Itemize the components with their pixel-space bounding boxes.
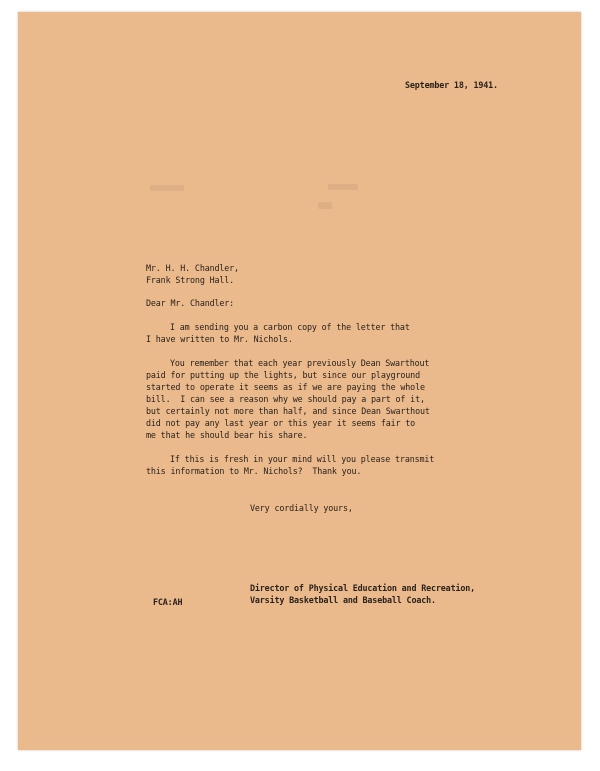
paragraph-3-line: this information to Mr. Nichols? Thank you. xyxy=(146,466,362,476)
salutation: Dear Mr. Chandler: xyxy=(146,298,235,308)
paragraph-2-line: started to operate it seems as if we are paying the whole xyxy=(146,382,425,392)
paragraph-2-line: me that he should bear his share. xyxy=(146,430,308,440)
signature-title-line: Varsity Basketball and Baseball Coach. xyxy=(250,595,436,605)
paragraph-2-line: bill. I can see a reason why we should pay a part of it, xyxy=(146,394,425,404)
complimentary-close: Very cordially yours, xyxy=(250,503,353,513)
typist-initials: FCA:AH xyxy=(153,597,183,607)
paragraph-2-line: paid for putting up the lights, but since our playground xyxy=(146,370,420,380)
paragraph-2-line: You remember that each year previously Dean Swarthout xyxy=(170,358,430,368)
paper-smudge xyxy=(150,185,184,191)
paper-smudge xyxy=(328,184,358,190)
letter-page xyxy=(18,12,581,750)
letter-date: September 18, 1941. xyxy=(405,80,498,90)
paragraph-3-line: If this is fresh in your mind will you please transmit xyxy=(170,454,435,464)
recipient-address: Frank Strong Hall. xyxy=(146,275,235,285)
paragraph-2-line: but certainly not more than half, and since Dean Swarthout xyxy=(146,406,430,416)
paragraph-1-line: I have written to Mr. Nichols. xyxy=(146,334,293,344)
signature-title-line: Director of Physical Education and Recreation, xyxy=(250,583,476,593)
recipient-name: Mr. H. H. Chandler, xyxy=(146,263,239,273)
paragraph-2-line: did not pay any last year or this year it seems fair to xyxy=(146,418,416,428)
paragraph-1-line: I am sending you a carbon copy of the letter that xyxy=(170,322,410,332)
paper-smudge xyxy=(318,202,332,209)
